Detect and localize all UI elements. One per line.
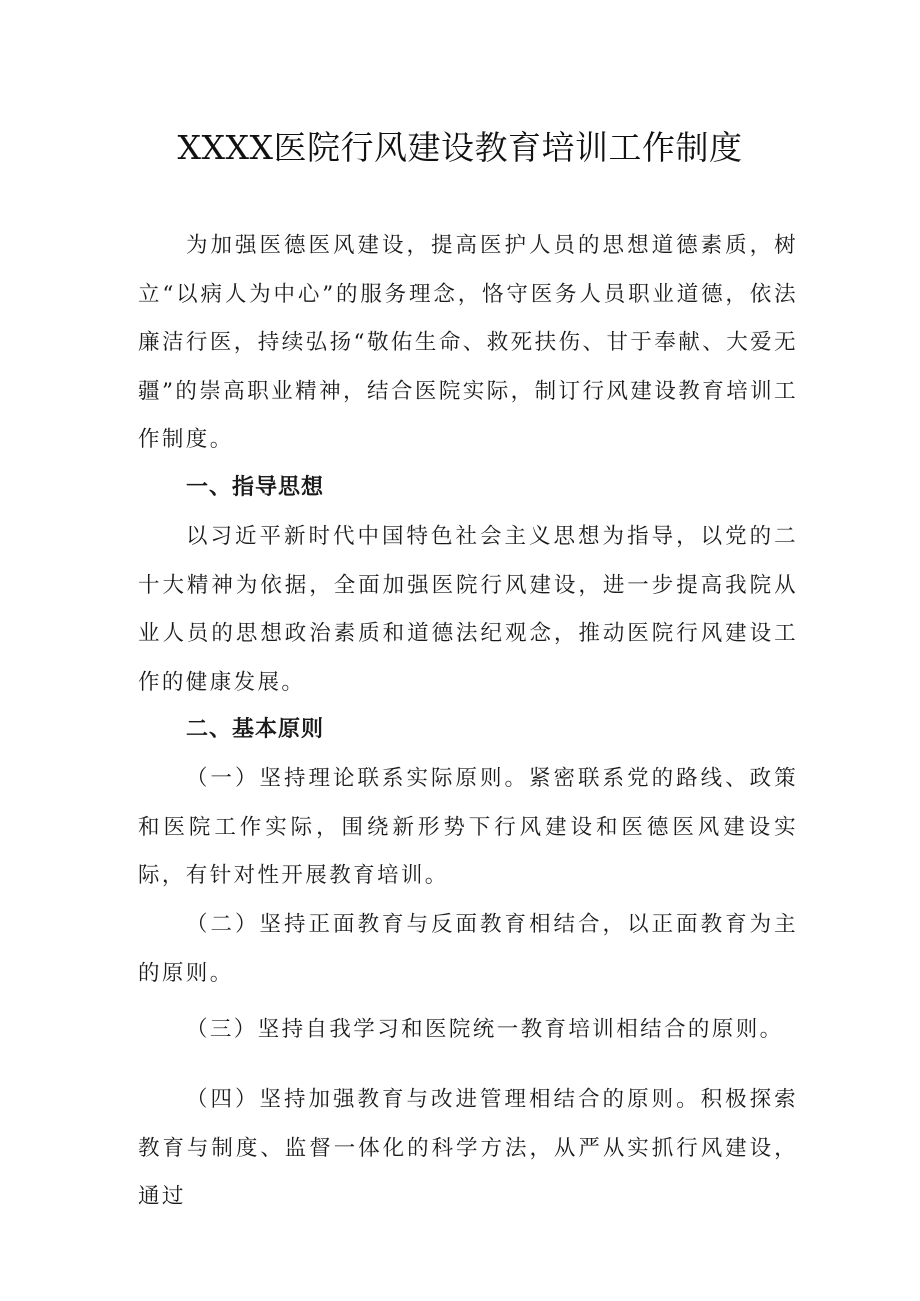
- guiding-ideology-paragraph: 以习近平新时代中国特色社会主义思想为指导，以党的二十大精神为依据，全面加强医院行风建设，进一步提高我院从业人员的思想政治素质和道德法纪观念，推动医院行风建设工作的健康发展。: [138, 524, 798, 695]
- principle-item-2: （二）坚持正面教育与反面教育相结合，以正面教育为主的原则。: [138, 912, 798, 986]
- document-title: XXXX医院行风建设教育培训工作制度: [177, 128, 743, 167]
- principle-item-1: （一）坚持理论联系实际原则。紧密联系党的路线、政策和医院工作实际，围绕新形势下行风建设和医德医风建设实际，有针对性开展教育培训。: [138, 766, 798, 888]
- intro-paragraph: 为加强医德医风建设，提高医护人员的思想道德素质，树立“以病人为中心”的服务理念，恪守医务人员职业道德，依法廉洁行医，持续弘扬“敬佑生命、救死扶伤、甘于奉献、大爱无疆”的崇高职业精神，结合医院实际，制订行风建设教育培训工作制度。: [138, 233, 798, 452]
- section-heading-guiding-ideology: 一、指导思想: [186, 475, 325, 500]
- principle-item-3: （三）坚持自我学习和医院统一教育培训相结合的原则。: [186, 1017, 784, 1042]
- principle-item-4: （四）坚持加强教育与改进管理相结合的原则。积极探索教育与制度、监督一体化的科学方法，从严从实抓行风建设，通过: [138, 1087, 798, 1209]
- section-heading-basic-principles: 二、基本原则: [186, 717, 325, 742]
